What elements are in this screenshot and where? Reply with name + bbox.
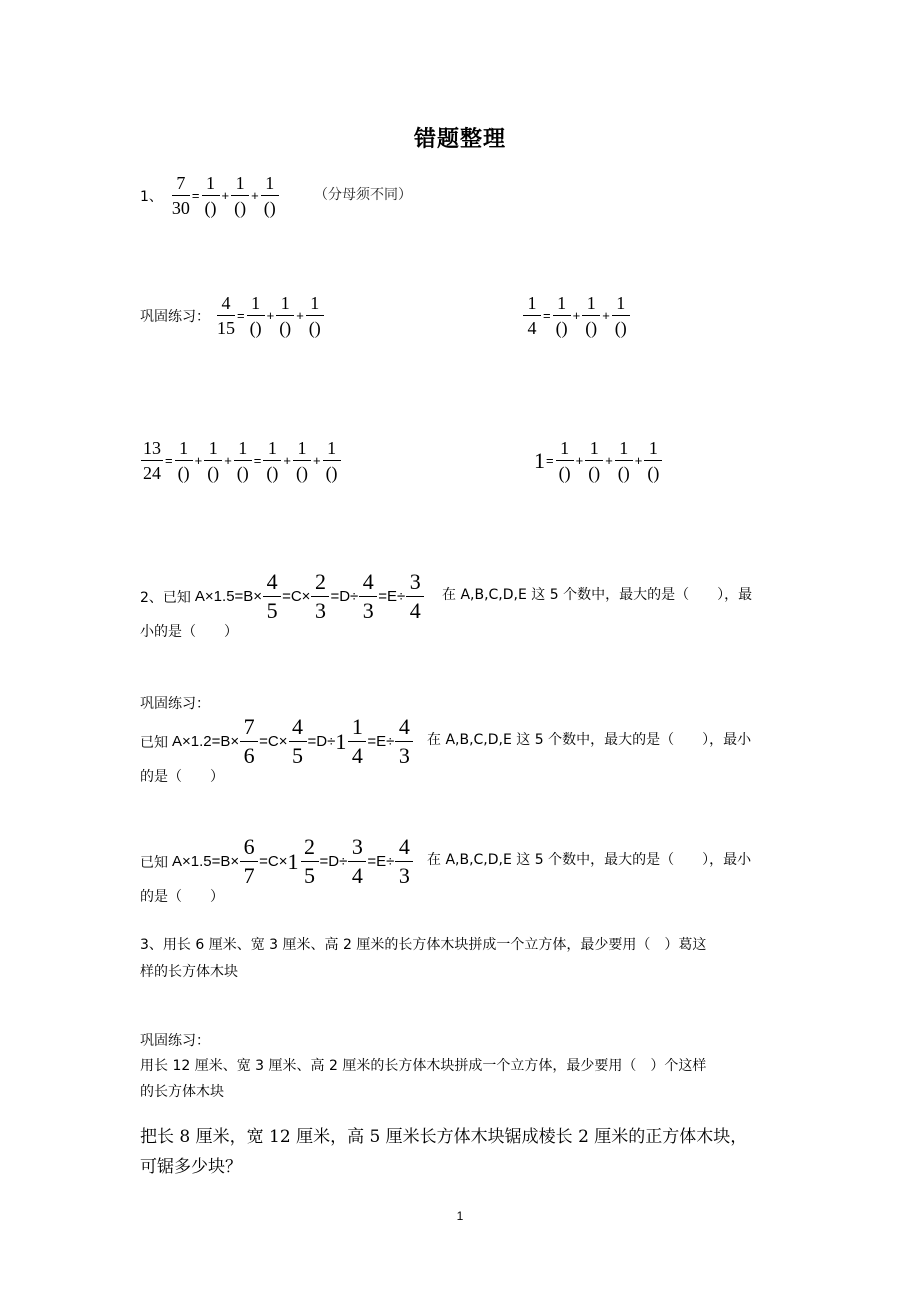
blank-fraction[interactable]: $\frac{1}{()}$ [306, 294, 324, 337]
blank-fraction[interactable]: $\frac{1}{()}$ [323, 439, 341, 482]
practice-2a-prompt: 在 A,B,C,D,E 这 5 个数中，最大的是（ ），最小 [427, 732, 752, 748]
blank-fraction[interactable]: $\frac{1}{()}$ [175, 439, 193, 482]
practice-2a-equation: 已知 A×1.2=B× $\frac{7}{6}$ =C× $\frac{4}{5}$ =D÷ 1 $\frac{1}{4}$ =E÷ $\frac{4}{3}$ [140, 716, 414, 767]
blank-fraction[interactable]: $\frac{1}{()}$ [644, 439, 662, 482]
blank-fraction[interactable]: $\frac{1}{()}$ [234, 439, 252, 482]
blank-fraction[interactable]: $\frac{1}{()}$ [553, 294, 571, 337]
question-2-prompt-cont: 小的是（ ） [140, 624, 238, 640]
blank-fraction[interactable]: $\frac{1}{()}$ [261, 174, 279, 217]
blank-fraction[interactable]: $\frac{1}{()}$ [293, 439, 311, 482]
blank-fraction[interactable]: $\frac{1}{()}$ [204, 439, 222, 482]
page-title: 错题整理 [413, 127, 506, 152]
blank-fraction[interactable]: $\frac{1}{()}$ [202, 174, 220, 217]
practice-1c-equation: $\frac{13}{24}$ = $\frac{1}{()}$ + $\frac{1}{()}$ + $\frac{1}{()}$ = $\frac{1}{()}$ + $\frac{1}{()}$ + $\frac{1}{()}$ [140, 439, 342, 482]
practice-2b-prompt: 在 A,B,C,D,E 这 5 个数中，最大的是（ ），最小 [427, 852, 752, 868]
blank-fraction[interactable]: $\frac{1}{()}$ [556, 439, 574, 482]
blank-fraction[interactable]: $\frac{1}{()}$ [585, 439, 603, 482]
practice-label: 巩固练习： [140, 1033, 210, 1049]
practice-3-line2: 的长方体木块 [140, 1084, 224, 1100]
question-3-line1: 3、用长 6 厘米、宽 3 厘米、高 2 厘米的长方体木块拼成一个立方体，最少要用（ ）葛这 [140, 937, 707, 953]
practice-2a-prompt-cont: 的是（ ） [140, 769, 224, 785]
blank-fraction[interactable]: $\frac{1}{()}$ [582, 294, 600, 337]
plus-sign: + [221, 188, 230, 203]
fraction: $\frac{7}{30}$ [171, 173, 190, 218]
practice-3-line1: 用长 12 厘米、宽 3 厘米、高 2 厘米的长方体木块拼成一个立方体，最少要用（ ）个这样 [140, 1058, 707, 1074]
question-3-line2: 样的长方体木块 [140, 964, 238, 980]
blank-fraction[interactable]: $\frac{1}{()}$ [276, 294, 294, 337]
practice-label: 巩固练习： [140, 696, 210, 712]
practice-1d-equation: 1 = $\frac{1}{()}$ + $\frac{1}{()}$ + $\frac{1}{()}$ + $\frac{1}{()}$ [534, 439, 663, 482]
question-1-note: （分母须不同） [314, 187, 412, 203]
question-number: 1、 [140, 188, 163, 205]
page-number: 1 [456, 1209, 464, 1223]
practice-label: 巩固练习： [140, 308, 210, 325]
equals-sign: = [191, 188, 200, 203]
blank-fraction[interactable]: $\frac{1}{()}$ [231, 174, 249, 217]
blank-fraction[interactable]: $\frac{1}{()}$ [615, 439, 633, 482]
question-2-prompt: 在 A,B,C,D,E 这 5 个数中，最大的是（ ），最 [442, 587, 753, 603]
question-4-line1: 把长 8 厘米，宽 12 厘米，高 5 厘米长方体木块锯成棱长 2 厘米的正方体木块， [140, 1127, 748, 1147]
question-1-equation [140, 174, 280, 217]
practice-2b-prompt-cont: 的是（ ） [140, 889, 224, 905]
practice-1a-equation: 巩固练习： $\frac{4}{15}$ = $\frac{1}{()}$ + $\frac{1}{()}$ + $\frac{1}{()}$ [140, 294, 325, 337]
blank-fraction[interactable]: $\frac{1}{()}$ [263, 439, 281, 482]
question-4-line2: 可锯多少块？ [140, 1157, 242, 1177]
practice-2b-equation: 已知 A×1.5=B× $\frac{6}{7}$ =C× 1 $\frac{2}{5}$ =D÷ $\frac{3}{4}$ =E÷ $\frac{4}{3}$ [140, 836, 414, 887]
question-2-equation: 2、已知 A×1.5=B× $\frac{4}{5}$ =C× $\frac{2}{3}$ =D÷ $\frac{4}{3}$ =E÷ $\frac{3}{4}$ [140, 571, 425, 622]
plus-sign: + [251, 188, 259, 203]
blank-fraction[interactable]: $\frac{1}{()}$ [612, 294, 630, 337]
blank-fraction[interactable]: $\frac{1}{()}$ [247, 294, 265, 337]
practice-1b-equation: $\frac{1}{4}$ = $\frac{1}{()}$ + $\frac{1}{()}$ + $\frac{1}{()}$ [522, 294, 631, 337]
